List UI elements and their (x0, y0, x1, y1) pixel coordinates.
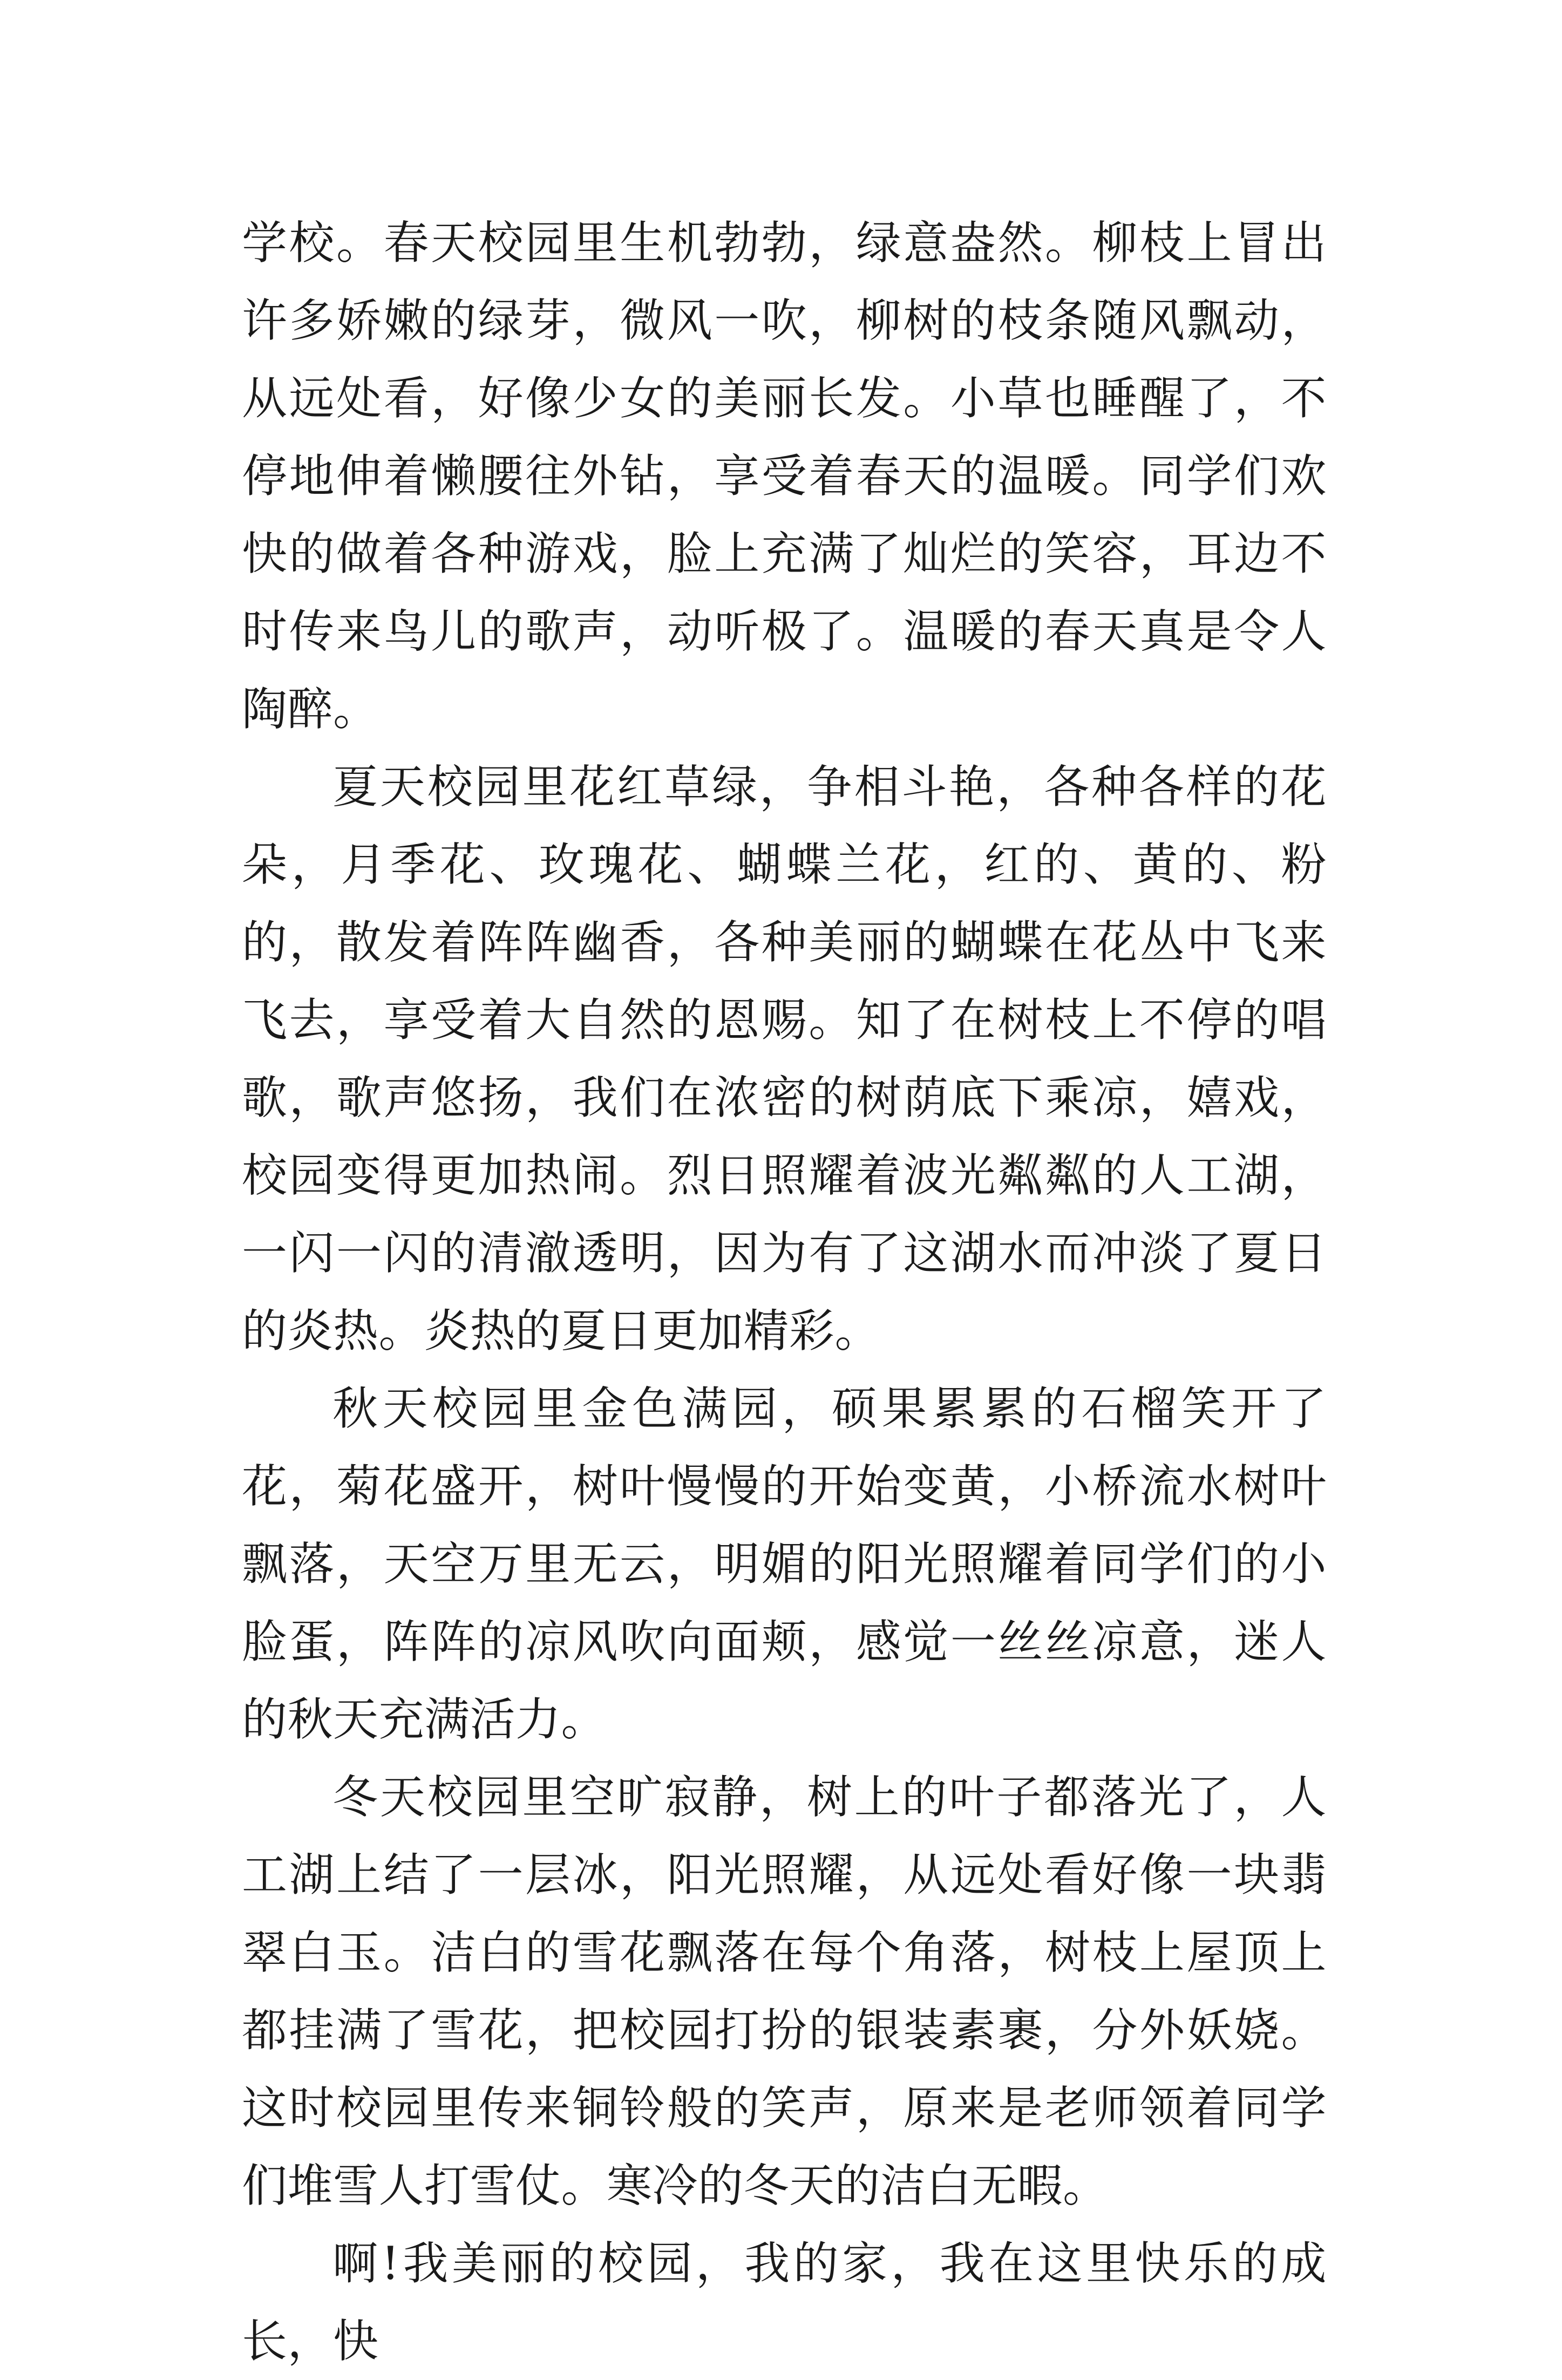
paragraph-autumn: 秋天校园里金色满园，硕果累累的石榴笑开了花，菊花盛开，树叶慢慢的开始变黄，小桥流水树叶飘落，天空万里无云，明媚的阳光照耀着同学们的小脸蛋，阵阵的凉风吹向面颊，感觉一丝丝凉意，迷人的秋天充满活力。 (242, 1382, 1327, 1746)
paragraph-closing: 啊!我美丽的校园，我的家，我在这里快乐的成长，快 (242, 2237, 1327, 2368)
paragraph-spring: 学校。春天校园里生机勃勃，绿意盎然。柳枝上冒出许多娇嫩的绿芽，微风一吹，柳树的枝条随风飘动，从远处看，好像少女的美丽长发。小草也睡醒了，不停地伸着懒腰往外钻，享受着春天的温暖。同学们欢快的做着各种游戏，脸上充满了灿烂的笑容，耳边不时传来鸟儿的歌声，动听极了。温暖的春天真是令人陶醉。 (242, 216, 1327, 736)
body-text (242, 204, 1327, 2380)
paragraph-winter: 冬天校园里空旷寂静，树上的叶子都落光了，人工湖上结了一层冰，阳光照耀，从远处看好像一块翡翠白玉。洁白的雪花飘落在每个角落，树枝上屋顶上都挂满了雪花，把校园打扮的银装素裹，分外妖娆。这时校园里传来铜铃般的笑声，原来是老师领着同学们堆雪人打雪仗。寒冷的冬天的洁白无暇。 (242, 1771, 1327, 2212)
paragraph-summer: 夏天校园里花红草绿，争相斗艳，各种各样的花朵，月季花、玫瑰花、蝴蝶兰花，红的、黄的、粉的，散发着阵阵幽香，各种美丽的蝴蝶在花丛中飞来飞去，享受着大自然的恩赐。知了在树枝上不停的唱歌，歌声悠扬，我们在浓密的树荫底下乘凉，嬉戏，校园变得更加热闹。烈日照耀着波光粼粼的人工湖，一闪一闪的清澈透明，因为有了这湖水而冲淡了夏日的炎热。炎热的夏日更加精彩。 (242, 760, 1327, 1357)
